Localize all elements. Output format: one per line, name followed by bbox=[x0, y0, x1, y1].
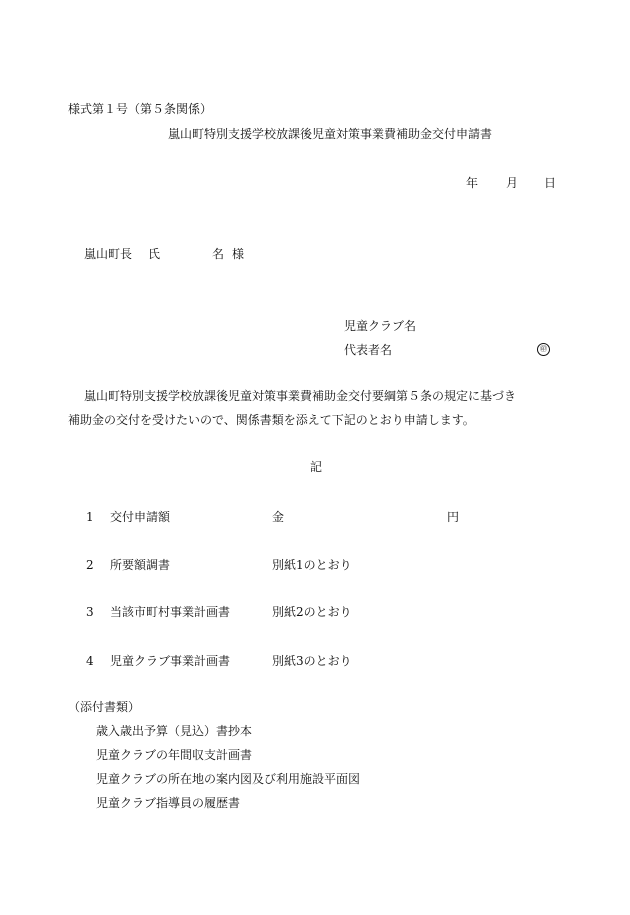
date-month-label: 月 bbox=[506, 176, 519, 190]
item-label: 交付申請額 bbox=[110, 510, 171, 524]
document-title: 嵐山町特別支援学校放課後児童対策事業費補助金交付申請書 bbox=[168, 127, 493, 141]
body-line-1: 嵐山町特別支援学校放課後児童対策事業費補助金交付要綱第５条の規定に基づき bbox=[84, 389, 517, 403]
representative-label: 代表者名 bbox=[344, 343, 393, 357]
item-label: 当該市町村事業計画書 bbox=[110, 605, 231, 619]
addressee-honorific: 様 bbox=[232, 247, 245, 261]
ki-heading: 記 bbox=[310, 460, 323, 474]
item-number: 4 bbox=[86, 654, 94, 668]
attachment-item: 児童クラブの所在地の案内図及び利用施設平面図 bbox=[96, 772, 361, 786]
date-day-label: 日 bbox=[544, 176, 557, 190]
item-number: 1 bbox=[86, 510, 94, 524]
item-label: 児童クラブ事業計画書 bbox=[110, 654, 231, 668]
addressee-office: 嵐山町長 bbox=[84, 247, 133, 261]
item-value: 別紙1のとおり bbox=[272, 558, 352, 572]
date-year-label: 年 bbox=[466, 176, 479, 190]
item-value: 別紙2のとおり bbox=[272, 605, 352, 619]
attachment-item: 歳入歳出予算（見込）書抄本 bbox=[96, 724, 253, 738]
club-name-label: 児童クラブ名 bbox=[344, 319, 417, 333]
item-label: 所要額調書 bbox=[110, 558, 171, 572]
form-number: 様式第１号（第５条関係） bbox=[68, 102, 213, 116]
attachment-item: 児童クラブの年間収支計画書 bbox=[96, 748, 253, 762]
addressee-shi: 氏 bbox=[148, 247, 161, 261]
item-value: 別紙3のとおり bbox=[272, 654, 352, 668]
attachments-heading: （添付書類） bbox=[68, 700, 141, 714]
item-number: 3 bbox=[86, 605, 94, 619]
addressee-mei: 名 bbox=[212, 247, 225, 261]
item-value: 金 bbox=[272, 510, 285, 524]
attachment-item: 児童クラブ指導員の履歴書 bbox=[96, 796, 241, 810]
body-line-2: 補助金の交付を受けたいので、関係書類を添えて下記のとおり申請します。 bbox=[68, 413, 475, 427]
item-unit: 円 bbox=[447, 510, 460, 524]
item-number: 2 bbox=[86, 558, 94, 572]
seal-mark: ㊞ bbox=[537, 343, 550, 356]
